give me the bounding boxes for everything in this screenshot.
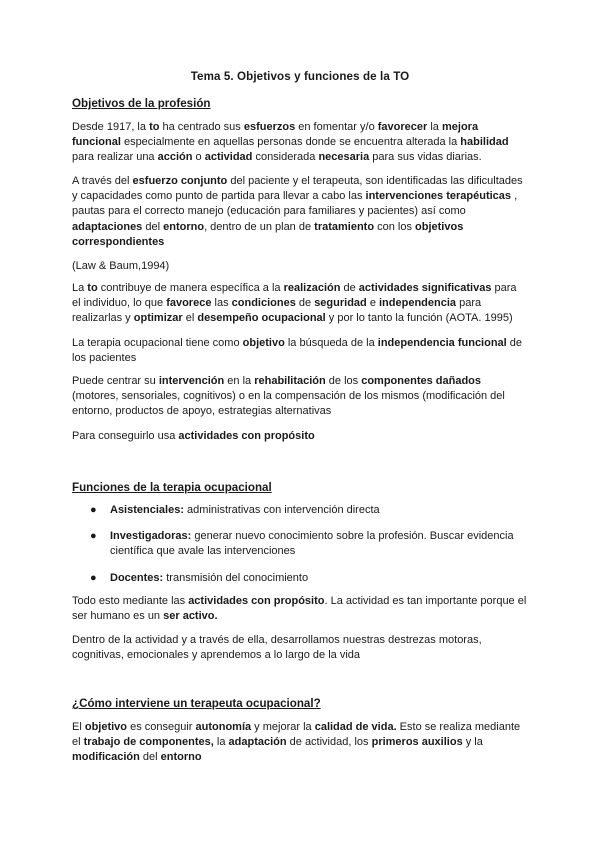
paragraph: Desde 1917, la to ha centrado sus esfuerzos en fomentar y/o favorecer la mejora funcional especialmente en aquellas personas donde se encuentra alterada la habilidad para realizar una acción o actividad considerada necesaria para sus vidas diarias. bbox=[72, 121, 509, 164]
emphasis: objetivos correspondientes bbox=[72, 220, 464, 248]
functions-list bbox=[72, 503, 528, 586]
emphasis: Docentes: bbox=[110, 571, 164, 584]
bullet-icon: ● bbox=[90, 571, 97, 584]
emphasis: autonomía bbox=[195, 721, 252, 733]
section-heading-funciones: Funciones de la terapia ocupacional bbox=[72, 481, 272, 494]
emphasis: independencia funcional bbox=[377, 337, 507, 349]
emphasis: actividades con propósito bbox=[188, 595, 325, 607]
emphasis: to bbox=[87, 282, 98, 294]
emphasis: rehabilitación bbox=[254, 375, 326, 387]
emphasis: esfuerzos bbox=[243, 121, 296, 133]
emphasis: calidad de vida. bbox=[314, 721, 397, 733]
emphasis: trabajo de componentes, bbox=[83, 736, 214, 749]
emphasis: primeros auxilios bbox=[371, 736, 463, 749]
emphasis: objetivo bbox=[242, 337, 285, 349]
bullet-icon: ● bbox=[90, 530, 97, 543]
list-item-text: Docentes: transmisión del conocimiento bbox=[110, 571, 309, 584]
list-item bbox=[72, 571, 528, 586]
paragraph: Dentro de la actividad y a través de ella, desarrollamos nuestras destrezas motoras, cognitivas, emocionales y aprendemos a lo largo de la vida bbox=[72, 634, 482, 662]
emphasis: adaptaciones bbox=[72, 220, 143, 233]
emphasis: ser activo. bbox=[163, 610, 218, 623]
emphasis: independencia bbox=[379, 297, 457, 310]
emphasis: entorno bbox=[160, 751, 202, 764]
emphasis: tratamiento bbox=[314, 220, 375, 233]
emphasis: esfuerzo conjunto bbox=[132, 175, 228, 187]
list-item bbox=[72, 529, 528, 559]
emphasis: objetivo bbox=[84, 721, 128, 733]
list-item-text: Asistenciales: administrativas con intervención directa bbox=[110, 504, 380, 516]
emphasis: actividades significativas bbox=[358, 282, 492, 294]
emphasis: actividades con propósito bbox=[178, 430, 315, 442]
emphasis: acción bbox=[157, 151, 193, 164]
emphasis: necesaria bbox=[318, 151, 370, 164]
section-heading-objetivos: Objetivos de la profesión bbox=[72, 97, 211, 110]
paragraph: A través del esfuerzo conjunto del paciente y el terapeuta, son identificadas las dificultades y capacidades como punto de partida para llevar a cabo las intervenciones terapéuticas , pautas para el correcto manejo (educación para familiares y pacientes) así como adaptaciones del entorno, dentro de un plan de tratamiento con los objetivos correspondientes bbox=[72, 175, 523, 248]
emphasis: adaptación bbox=[228, 736, 287, 749]
emphasis: intervención bbox=[158, 375, 225, 387]
paragraph: Para conseguirlo usa actividades con propósito bbox=[72, 430, 315, 442]
list-item bbox=[72, 503, 528, 518]
emphasis: intervenciones terapéuticas bbox=[365, 190, 512, 203]
list-item-text: Investigadoras: generar nuevo conocimiento sobre la profesión. Buscar evidencia científica que avale las intervenciones bbox=[110, 530, 514, 558]
paragraph: La to contribuye de manera específica a la realización de actividades significativas para el individuo, lo que favorece las condiciones de seguridad e independencia para realizarlas y optimizar el desempeño ocupacional y por lo tanto la función (AOTA. 1995) bbox=[72, 282, 517, 325]
bullet-icon: ● bbox=[90, 504, 97, 516]
emphasis: to bbox=[149, 121, 160, 133]
emphasis: Investigadoras: bbox=[110, 530, 192, 543]
emphasis: favorece bbox=[166, 297, 212, 310]
emphasis: mejora funcional bbox=[72, 121, 479, 149]
emphasis: realización bbox=[283, 282, 341, 294]
paragraph: Puede centrar su intervención en la rehabilitación de los componentes dañados (motores, sensoriales, cognitivos) o en la compensación de los mismos (modificación del entorno, productos de apoyo, estrategias alternativas bbox=[72, 375, 505, 418]
emphasis: optimizar bbox=[133, 312, 183, 325]
emphasis: componentes dañados bbox=[361, 375, 482, 387]
emphasis: condiciones bbox=[231, 297, 296, 310]
section-heading-intervencion: ¿Cómo interviene un terapeuta ocupacional? bbox=[72, 697, 321, 710]
paragraph: El objetivo es conseguir autonomía y mejorar la calidad de vida. Esto se realiza mediante el trabajo de componentes, la adaptación de actividad, los primeros auxilios y la modificación del entorno bbox=[72, 721, 521, 764]
emphasis: entorno bbox=[163, 220, 205, 233]
paragraph: (Law & Baum,1994) bbox=[72, 260, 170, 272]
emphasis: habilidad bbox=[460, 136, 509, 149]
emphasis: Asistenciales: bbox=[110, 504, 184, 516]
emphasis: desempeño ocupacional bbox=[197, 312, 326, 325]
paragraph: Todo esto mediante las actividades con propósito. La actividad es tan importante porque el ser humano es un ser activo. bbox=[72, 595, 527, 623]
emphasis: actividad bbox=[204, 151, 253, 164]
emphasis: favorecer bbox=[377, 121, 428, 133]
paragraph: La terapia ocupacional tiene como objetivo la búsqueda de la independencia funcional de los pacientes bbox=[72, 337, 523, 365]
emphasis: seguridad bbox=[314, 297, 367, 310]
document-title: Tema 5. Objetivos y funciones de la TO bbox=[190, 70, 410, 83]
emphasis: modificación bbox=[72, 751, 140, 764]
